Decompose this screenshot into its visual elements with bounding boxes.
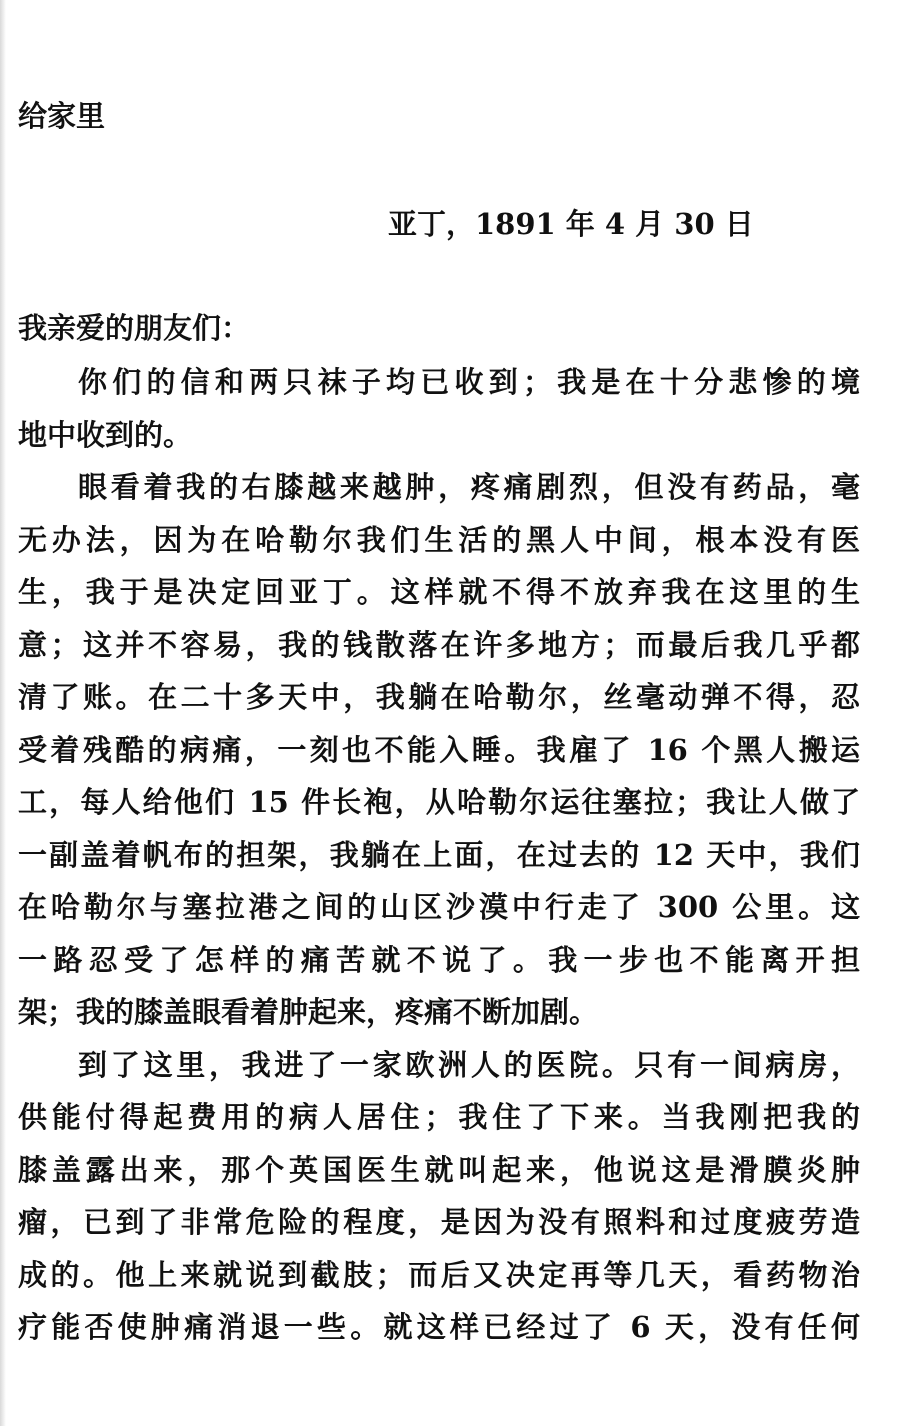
letter-dateline: 亚丁，1891 年 4 月 30 日	[388, 207, 754, 241]
body-line: 在哈勒尔与塞拉港之间的山区沙漠中行走了 300 公里。这	[18, 890, 860, 924]
body-line: 膝盖露出来，那个英国医生就叫起来，他说这是滑膜炎肿	[18, 1152, 860, 1187]
body-line: 供能付得起费用的病人居住；我住了下来。当我刚把我的	[18, 1100, 860, 1134]
body-line: 清了账。在二十多天中，我躺在哈勒尔，丝毫动弹不得，忍	[18, 680, 860, 714]
body-line: 疗能否使肿痛消退一些。就这样已经过了 6 天，没有任何	[18, 1310, 860, 1344]
body-line: 生，我于是决定回亚丁。这样就不得不放弃我在这里的生	[18, 575, 860, 609]
letter-body	[18, 362, 860, 1360]
body-line: 成的。他上来就说到截肢；而后又决定再等几天，看药物治	[18, 1257, 860, 1292]
body-line: 到了这里，我进了一家欧洲人的医院。只有一间病房，	[78, 1047, 860, 1082]
body-line: 眼看着我的右膝越来越肿，疼痛剧烈，但没有药品，毫	[78, 470, 860, 504]
body-line: 无办法，因为在哈勒尔我们生活的黑人中间，根本没有医	[18, 522, 860, 557]
page-edge-shadow	[0, 0, 6, 1426]
body-line: 瘤，已到了非常危险的程度，是因为没有照料和过度疲劳造	[18, 1205, 860, 1239]
body-line: 受着残酷的病痛，一刻也不能入睡。我雇了 16 个黑人搬运	[18, 732, 860, 767]
letter-salutation: 我亲爱的朋友们：	[18, 311, 251, 345]
body-line: 你们的信和两只袜子均已收到；我是在十分悲惨的境	[78, 365, 860, 399]
body-line: 地中收到的。	[18, 417, 193, 452]
body-line: 工，每人给他们 15 件长袍，从哈勒尔运往塞拉；我让人做了	[18, 785, 860, 819]
body-line: 一副盖着帆布的担架，我躺在上面，在过去的 12 天中，我们	[18, 837, 860, 872]
body-line: 一路忍受了怎样的痛苦就不说了。我一步也不能离开担	[18, 942, 860, 977]
body-line: 架；我的膝盖眼看着肿起来，疼痛不断加剧。	[18, 995, 599, 1029]
body-line: 意；这并不容易，我的钱散落在许多地方；而最后我几乎都	[18, 627, 860, 662]
letter-heading: 给家里	[18, 99, 106, 133]
